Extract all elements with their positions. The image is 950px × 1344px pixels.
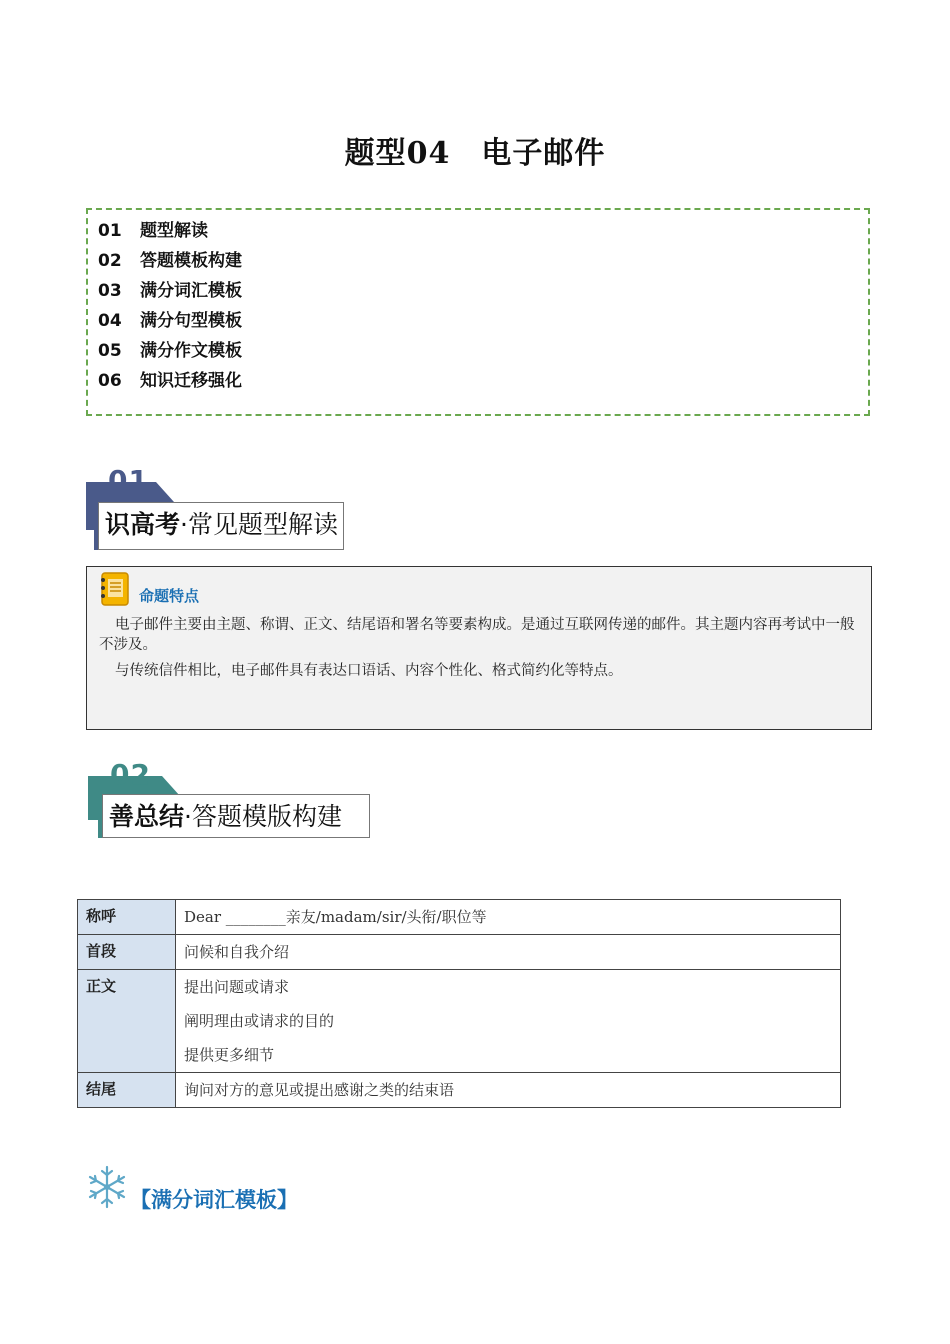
section-title: 善总结·答题模版构建 <box>102 794 370 838</box>
toc-item[interactable]: 01 题型解读 <box>98 221 208 241</box>
feature-box <box>86 566 872 730</box>
section-number: 01 <box>108 464 149 497</box>
section-title: 识高考·常见题型解读 <box>98 502 344 550</box>
row-label: 正文 <box>78 970 176 1073</box>
vocab-heading: 【满分词汇模板】 <box>130 1188 298 1212</box>
page-title: 题型04 电子邮件 <box>344 136 606 171</box>
toc-item[interactable]: 02 答题模板构建 <box>98 251 242 271</box>
row-value: Dear ________亲友/madam/sir/头衔/职位等 <box>176 900 841 935</box>
section-number: 02 <box>110 758 151 791</box>
row-value: 询问对方的意见或提出感谢之类的结束语 <box>176 1073 841 1108</box>
row-label: 结尾 <box>78 1073 176 1108</box>
toc-item[interactable]: 05 满分作文模板 <box>98 341 242 361</box>
row-label: 称呼 <box>78 900 176 935</box>
snowflake-icon <box>86 1164 128 1210</box>
toc-item[interactable]: 03 满分词汇模板 <box>98 281 242 301</box>
row-value: 提出问题或请求 阐明理由或请求的目的 提供更多细节 <box>176 970 841 1073</box>
table-row <box>78 935 841 970</box>
toc-item[interactable]: 06 知识迁移强化 <box>98 371 242 391</box>
feature-heading: 命题特点 <box>139 587 200 605</box>
feature-paragraph: 与传统信件相比，电子邮件具有表达口语话、内容个性化、格式简约化等特点。 <box>115 663 623 679</box>
row-label: 首段 <box>78 935 176 970</box>
table-of-contents <box>86 208 870 416</box>
section-banner-2 <box>88 758 373 840</box>
table-row <box>78 1073 841 1108</box>
notebook-icon <box>99 571 131 607</box>
table-row <box>78 970 841 1073</box>
feature-paragraph: 电子邮件主要由主题、称谓、正文、结尾语和署名等要素构成。是通过互联网传递的邮件。其主题内容再考试中一般不涉及。 <box>99 617 855 653</box>
template-table <box>77 899 841 1108</box>
table-row <box>78 900 841 935</box>
toc-item[interactable]: 04 满分句型模板 <box>98 311 242 331</box>
row-value: 问候和自我介绍 <box>176 935 841 970</box>
section-banner-1 <box>86 464 346 552</box>
